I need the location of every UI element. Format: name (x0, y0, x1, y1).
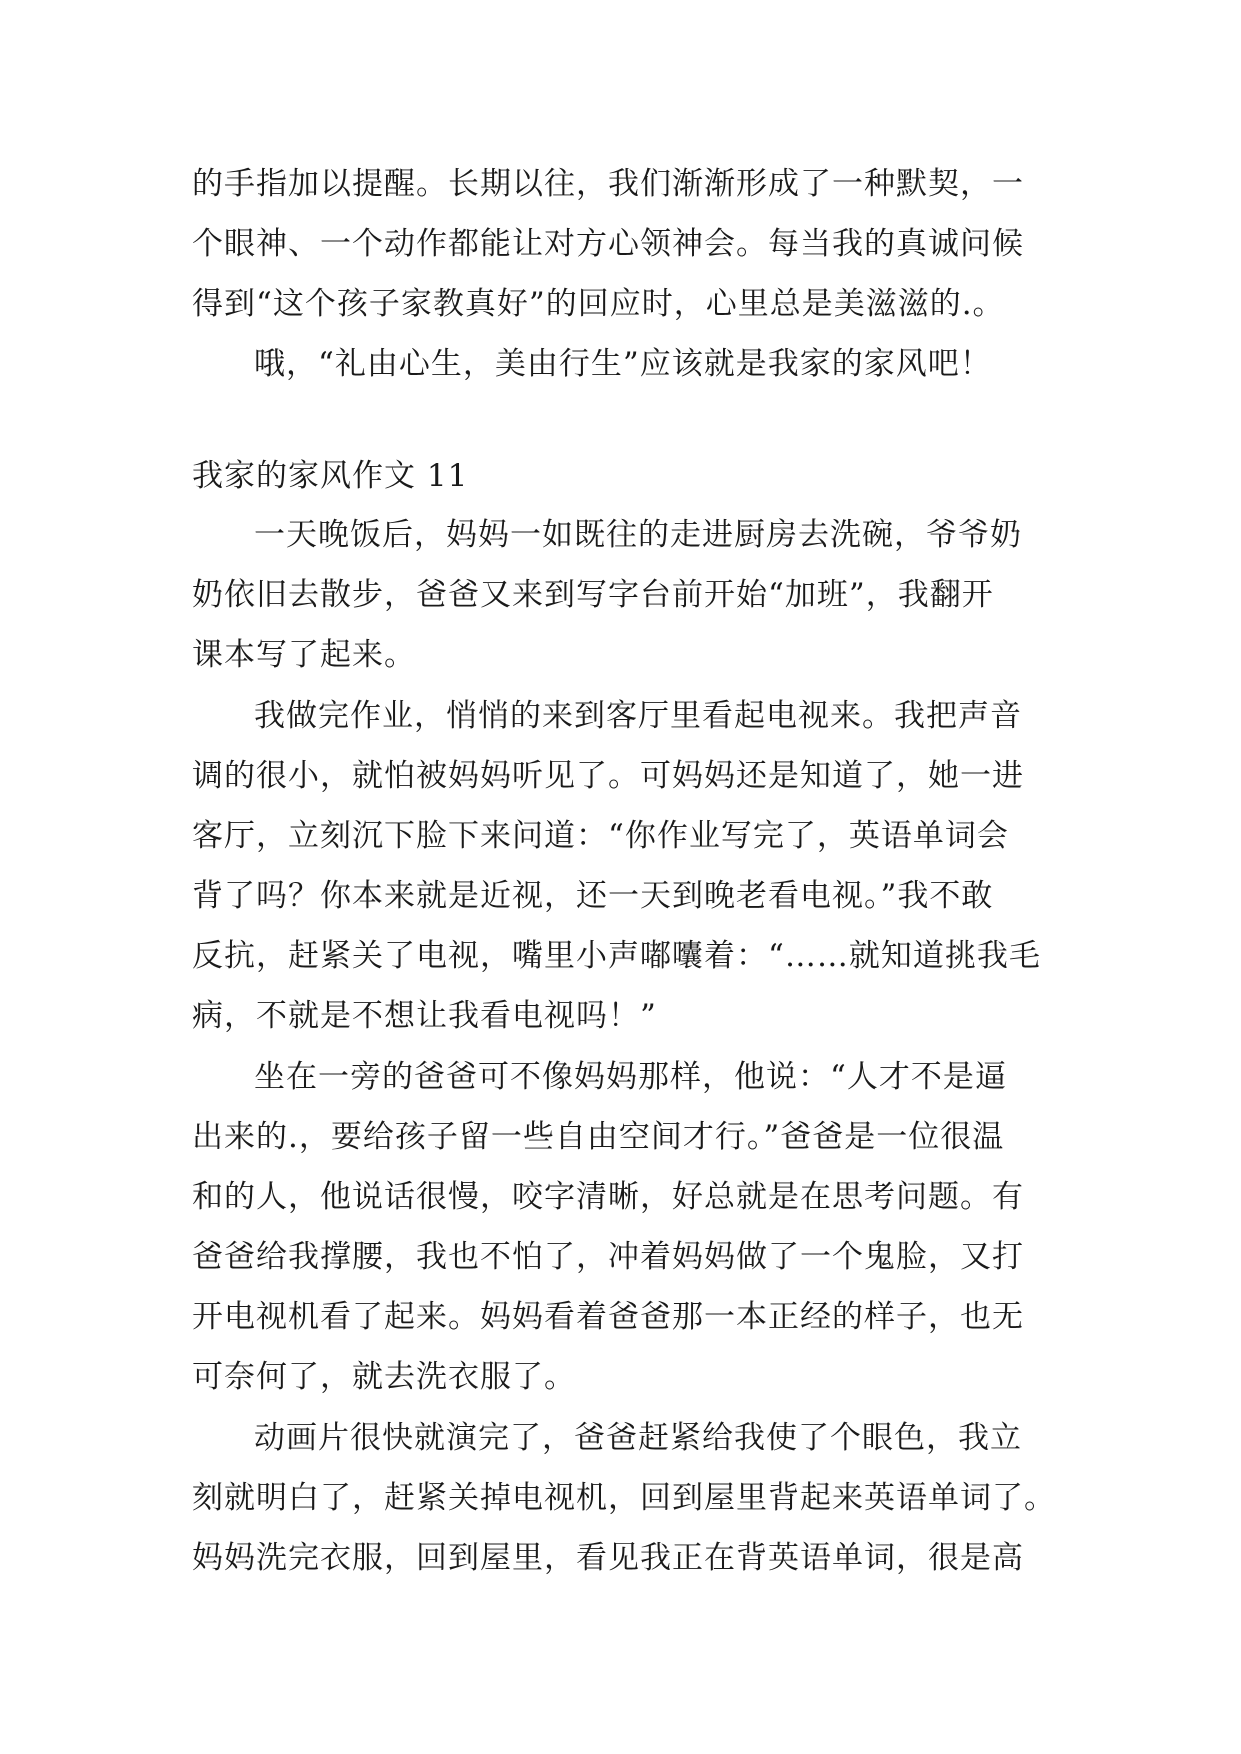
text-line: 动画片很快就演完了，爸爸赶紧给我使了个眼色，我立 (254, 1420, 1022, 1456)
text-line: 出来的.，要给孩子留一些自由空间才行。”爸爸是一位很温 (192, 1119, 1005, 1155)
text-line: 个眼神、一个动作都能让对方心领神会。每当我的真诚问候 (192, 226, 1024, 262)
text-line: 客厅，立刻沉下脸下来问道：“你作业写完了，英语单词会 (192, 818, 1009, 854)
text-line: 得到“这个孩子家教真好”的回应时，心里总是美滋滋的.。 (192, 286, 1005, 322)
text-line: 开电视机看了起来。妈妈看着爸爸那一本正经的样子，也无 (192, 1299, 1024, 1335)
text-line: 一天晚饭后，妈妈一如既往的走进厨房去洗碗，爷爷奶 (254, 517, 1022, 553)
text-line: 爸爸给我撑腰，我也不怕了，冲着妈妈做了一个鬼脸，又打 (192, 1239, 1024, 1275)
text-line: 妈妈洗完衣服，回到屋里，看见我正在背英语单词，很是高 (192, 1540, 1024, 1576)
text-line: 和的人，他说话很慢，咬字清晰，好总就是在思考问题。有 (192, 1179, 1024, 1215)
text-line: 反抗，赶紧关了电视，嘴里小声嘟囔着：“……就知道挑我毛 (192, 938, 1041, 974)
text-line: 课本写了起来。 (192, 637, 416, 673)
text-line: 坐在一旁的爸爸可不像妈妈那样，他说：“人才不是逼 (254, 1059, 1007, 1095)
text-line: 病，不就是不想让我看电视吗！” (192, 998, 657, 1034)
text-line: 哦，“礼由心生，美由行生”应该就是我家的家风吧！ (254, 346, 992, 382)
text-line: 可奈何了，就去洗衣服了。 (192, 1359, 576, 1395)
section-title: 我家的家风作文 11 (192, 458, 469, 494)
text-line: 刻就明白了，赶紧关掉电视机，回到屋里背起来英语单词了。 (192, 1480, 1056, 1516)
text-line: 背了吗？你本来就是近视，还一天到晚老看电视。”我不敢 (192, 878, 994, 914)
text-line: 我做完作业，悄悄的来到客厅里看起电视来。我把声音 (254, 698, 1022, 734)
text-line: 调的很小，就怕被妈妈听见了。可妈妈还是知道了，她一进 (192, 758, 1024, 794)
text-line: 奶依旧去散步，爸爸又来到写字台前开始“加班”，我翻开 (192, 577, 994, 613)
text-line: 的手指加以提醒。长期以往，我们渐渐形成了一种默契，一 (192, 166, 1024, 202)
